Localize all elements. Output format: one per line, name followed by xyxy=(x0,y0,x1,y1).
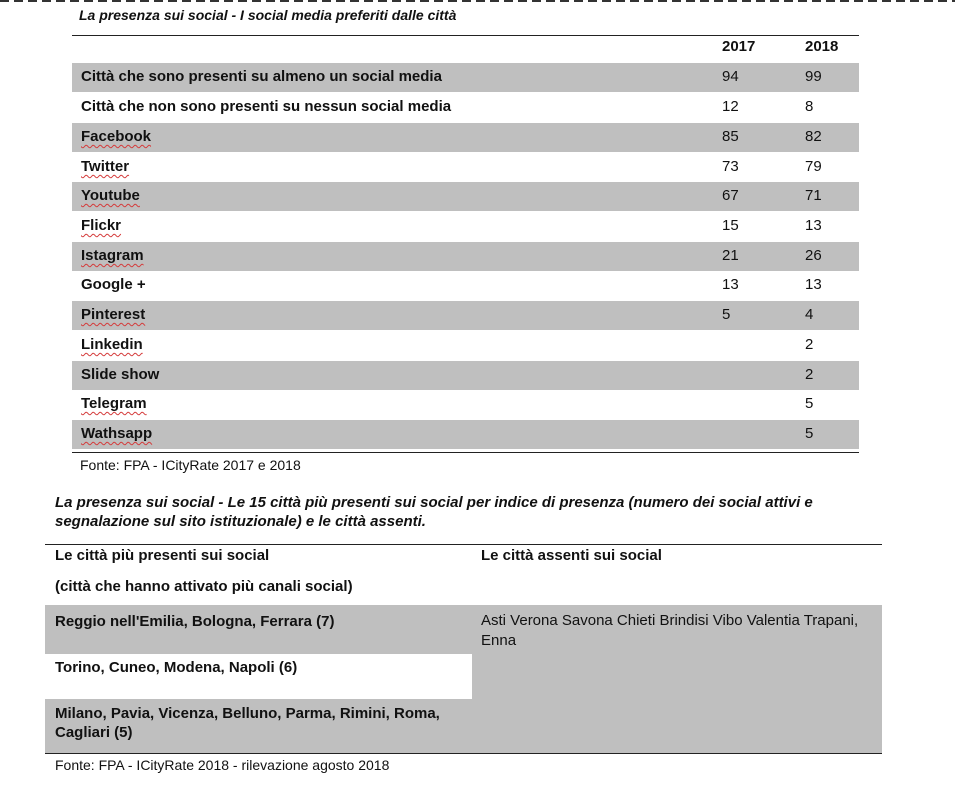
table-row xyxy=(72,331,859,360)
row-label: Flickr xyxy=(81,217,122,234)
table1-source: Fonte: FPA - ICityRate 2017 e 2018 xyxy=(80,457,301,473)
row-label: Istagram xyxy=(81,247,144,264)
row-label: Telegram xyxy=(81,395,147,412)
table-row xyxy=(72,390,859,419)
table-row xyxy=(72,123,859,152)
table2-header-present: Le città più presenti sui social xyxy=(55,547,270,564)
table1-header-2017: 2017 xyxy=(722,38,756,55)
table2-title: La presenza sui social - Le 15 città più presenti sui social per indice di presenza (numero dei social attivi e segnalazione sul sito istituzionale) e le città assenti. xyxy=(55,494,813,530)
value-2017: 85 xyxy=(722,128,739,145)
row-label: Città che non sono presenti su nessun social media xyxy=(81,98,452,115)
row-label: Slide show xyxy=(81,366,160,383)
top-dashed-border xyxy=(0,0,955,2)
present-cities-row-2: Torino, Cuneo, Modena, Napoli (6) xyxy=(55,659,298,676)
value-2018: 2 xyxy=(805,336,814,353)
value-2018: 79 xyxy=(805,158,822,175)
table2-source: Fonte: FPA - ICityRate 2018 - rilevazione agosto 2018 xyxy=(55,757,390,773)
row-label: Twitter xyxy=(81,158,130,175)
value-2018: 99 xyxy=(805,68,822,85)
present-cities-row-3: Milano, Pavia, Vicenza, Belluno, Parma, Rimini, Roma, Cagliari (5) xyxy=(55,705,440,741)
value-2018: 8 xyxy=(805,98,814,115)
value-2018: 13 xyxy=(805,276,822,293)
value-2017: 13 xyxy=(722,276,739,293)
value-2018: 26 xyxy=(805,247,822,264)
row-label: Linkedin xyxy=(81,336,143,353)
value-2017: 21 xyxy=(722,247,739,264)
table1-bottom-rule xyxy=(72,452,859,453)
table-row xyxy=(72,301,859,330)
row-label: Facebook xyxy=(81,128,152,145)
table-row xyxy=(72,361,859,390)
value-2017: 12 xyxy=(722,98,739,115)
table-row xyxy=(72,242,859,271)
table-row xyxy=(72,153,859,182)
present-cities-row-1: Reggio nell'Emilia, Bologna, Ferrara (7) xyxy=(55,613,335,630)
table1-header-2018: 2018 xyxy=(805,38,839,55)
table-row xyxy=(72,93,859,122)
table2-bottom-rule xyxy=(45,753,882,754)
value-2018: 13 xyxy=(805,217,822,234)
value-2018: 4 xyxy=(805,306,814,323)
table-row xyxy=(72,271,859,300)
row-label: Città che sono presenti su almeno un social media xyxy=(81,68,442,85)
value-2018: 5 xyxy=(805,425,814,442)
absent-cities: Asti Verona Savona Chieti Brindisi Vibo Valentia Trapani, Enna xyxy=(481,612,859,649)
value-2017: 5 xyxy=(722,306,731,323)
row-label: Youtube xyxy=(81,187,140,204)
table-row xyxy=(72,212,859,241)
table-row xyxy=(72,182,859,211)
row-label: Pinterest xyxy=(81,306,146,323)
value-2018: 71 xyxy=(805,187,822,204)
value-2018: 5 xyxy=(805,395,814,412)
value-2017: 73 xyxy=(722,158,739,175)
row-label: Google + xyxy=(81,276,146,293)
value-2017: 94 xyxy=(722,68,739,85)
table2-header-present-sub: (città che hanno attivato più canali social) xyxy=(55,578,353,595)
value-2018: 82 xyxy=(805,128,822,145)
row-label: Wathsapp xyxy=(81,425,153,442)
table-row xyxy=(72,420,859,449)
table-row xyxy=(72,63,859,92)
value-2017: 15 xyxy=(722,217,739,234)
table2-top-rule xyxy=(45,544,882,545)
table1-title: La presenza sui social - I social media preferiti dalle città xyxy=(79,7,457,23)
value-2018: 2 xyxy=(805,366,814,383)
table2-header-absent: Le città assenti sui social xyxy=(481,547,662,564)
value-2017: 67 xyxy=(722,187,739,204)
table1-top-rule xyxy=(72,35,859,36)
